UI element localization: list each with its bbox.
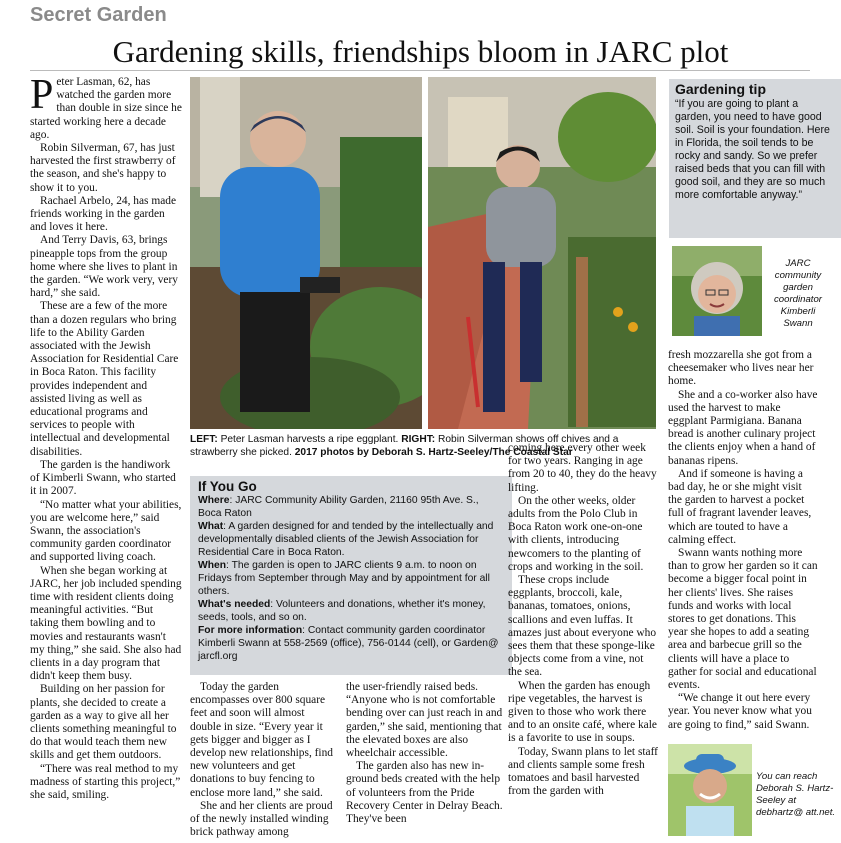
author-photo [668, 744, 752, 836]
gardening-tip-box [669, 79, 841, 238]
col1-para: Robin Silverman, 67, has just harvested the first strawberry of the season, and she's happy to show it to you. [30, 142, 176, 194]
col1-para: Building on her passion for plants, she decided to create a garden as a way to give all her clients something meaningful to do that would teach them new skills and get them outdoors. [30, 683, 177, 762]
col1-para-1: eter Lasman, 62, has watched the garden more than double in size since he started working here a decade ago. [30, 76, 182, 141]
strawberry-photo-illustration [428, 77, 656, 429]
col4-para: These crops include eggplants, broccoli, kale, bananas, tomatoes, onions, scallions and even luffas. It amazes just about everyone who sees them that these sponge-like objects come from a vine, not the sea. [508, 574, 657, 679]
what-label: What [198, 521, 224, 532]
column-4 [508, 442, 658, 798]
where-text: : JARC Community Ability Garden, 21160 95th Ave. S., Boca Raton [198, 495, 479, 519]
col2-para: She and her clients are proud of the newly installed winding brick pathway among [190, 799, 333, 839]
col1-para: When she began working at JARC, her job included spending time with resident clients doing meaningful activities. “But taking them bowling and to movies and restaurants wasn't my thing,” she said. She also had clients in a day program that didn't keep them busy. [30, 564, 182, 683]
col4-para: When the garden has enough ripe vegetables, the harvest is given to those who work there and to an onsite café, where kale is a favorite to use in soups. [508, 679, 657, 745]
what-text: : A garden designed for and tended by the intellectually and developmentally disabled clients of the Jewish Association for Residential Care in Boca Raton. [198, 521, 494, 558]
caption-right-label: RIGHT: [401, 434, 436, 445]
if-you-go-box [190, 476, 512, 675]
col5-para: “We change it out here every year. You never know what you are going to find,” said Swann. [668, 692, 812, 731]
col4-para: On the other weeks, older adults from the Polo Club in Boca Raton work one-on-one with clients, introducing newcomers to the planting of crops and working in the soil. [508, 494, 644, 573]
caption-right-text: Robin Silverman shows off chives and a strawberry she picked. [190, 434, 619, 458]
swann-portrait-illustration [672, 246, 762, 336]
col3-para: The garden also has new in-ground beds created with the help of volunteers from the Pride Recovery Center in Delray Beach. They've been [346, 760, 503, 826]
caption-left-label: LEFT: [190, 434, 218, 445]
column-1 [30, 72, 182, 802]
photo-left [190, 77, 422, 429]
headline: Gardening skills, friendships bloom in JARC plot [112, 34, 729, 69]
when-text: : The garden is open to JARC clients 9 a.m. to noon on Fridays from September through May and by appointment for all others. [198, 560, 490, 597]
gardening-tip-title: Gardening tip [675, 81, 766, 97]
col2-para: Today the garden encompasses over 800 square feet and soon will almost double in size. “Every year it gets bigger and bigger as I develop new relationships, find new volunteers and get donations to buy fencing to enclose more land,” she said. [190, 681, 333, 799]
col5-para: fresh mozzarella she got from a cheesemaker who lives near her home. [668, 349, 814, 388]
col1-para: “No matter what your abilities, you are welcome here,” said Swann, the association's community garden coordinator and supported living coach. [30, 498, 182, 564]
section-label: Secret Garden [30, 4, 167, 26]
gardening-tip-text: “If you are going to plant a garden, you need to have good soil. Soil is your foundation. Here in Florida, the soil tends to be rocky and sandy. So we prefer raised beds that you can fill with good soil, and they are so much more comfortable anyway.” [675, 98, 830, 201]
col5-para: Swann wants nothing more than to grow her garden so it can become a bigger focal point in her clients' lives. She raises funds and works with local stores to get donations. This year she hopes to add a seating area and barbecue grill so the clients will have a place to gather for social and educational events. [668, 547, 818, 692]
caption-left-text: Peter Lasman harvests a ripe eggplant. [217, 434, 402, 445]
column-5 [668, 349, 818, 732]
swann-caption: JARC community garden coordinator Kimberli Swann [774, 258, 822, 329]
author-caption: You can reach Deborah S. Hartz-Seeley at debhartz@ att.net. [756, 771, 836, 818]
col1-para: “There was real method to my madness of starting this project,” she said, smiling. [30, 762, 181, 801]
col4-para: coming here every other week for two years. Ranging in age from 20 to 40, they do the heavy lifting. [508, 442, 657, 494]
col1-para: The garden is the handiwork of Kimberli Swann, who started it in 2007. [30, 458, 176, 498]
col1-para: And Terry Davis, 63, brings pineapple tops from the group home where she lives to plant in the garden. “We work very, very hard,” she said. [30, 234, 178, 300]
photo-credit: 2017 photos by Deborah S. Hartz-Seeley/The Coastal Star [294, 447, 573, 458]
column-2 [190, 681, 338, 839]
if-you-go-title: If You Go [198, 479, 257, 494]
col3-para: the user-friendly raised beds. “Anyone who is not comfortable bending over can just reach in and garden,” she said, mentioning that the elevated boxes are also wheelchair accessible. [346, 681, 503, 760]
swann-photo [672, 246, 762, 336]
col5-para: She and a co-worker also have used the harvest to make eggplant Parmigiana. Banana bread is another culinary project the clients enjoy when a hand of bananas ripens. [668, 388, 818, 467]
photo-right [428, 77, 656, 429]
col1-para: These are a few of the more than a dozen regulars who bring life to the Ability Garden associated with the Jewish Association for Residential Care in Boca Raton. This facility provides independent and assisted living as well as educational programs and services to people with intellectual and developmental disabilities. [30, 300, 179, 458]
col5-para: And if someone is having a bad day, he or she might visit the garden to harvest a pocket full of fragrant lavender leaves, which are touted to have a calming effect. [668, 467, 812, 546]
needed-label: What's needed [198, 599, 271, 610]
where-label: Where [198, 495, 230, 506]
drop-cap: P [30, 72, 54, 118]
col4-para: Today, Swann plans to let staff and clients sample some fresh tomatoes and basil harvested from the garden with [508, 745, 658, 798]
column-3 [346, 681, 504, 826]
headline-rule [30, 70, 810, 71]
eggplant-photo-illustration [190, 77, 422, 429]
when-label: When [198, 560, 227, 571]
col1-para: Rachael Arbelo, 24, has made friends working in the garden and loves it here. [30, 194, 177, 234]
needed-text: : Volunteers and donations, whether it's money, seeds, tools, and so on. [198, 599, 486, 623]
info-text: : Contact community garden coordinator Kimberli Swann at 558-2569 (office), 756-0144 (cell), or Garden@ jarcfl.org [198, 625, 499, 662]
info-label: For more information [198, 625, 303, 636]
author-portrait-illustration [668, 744, 752, 836]
